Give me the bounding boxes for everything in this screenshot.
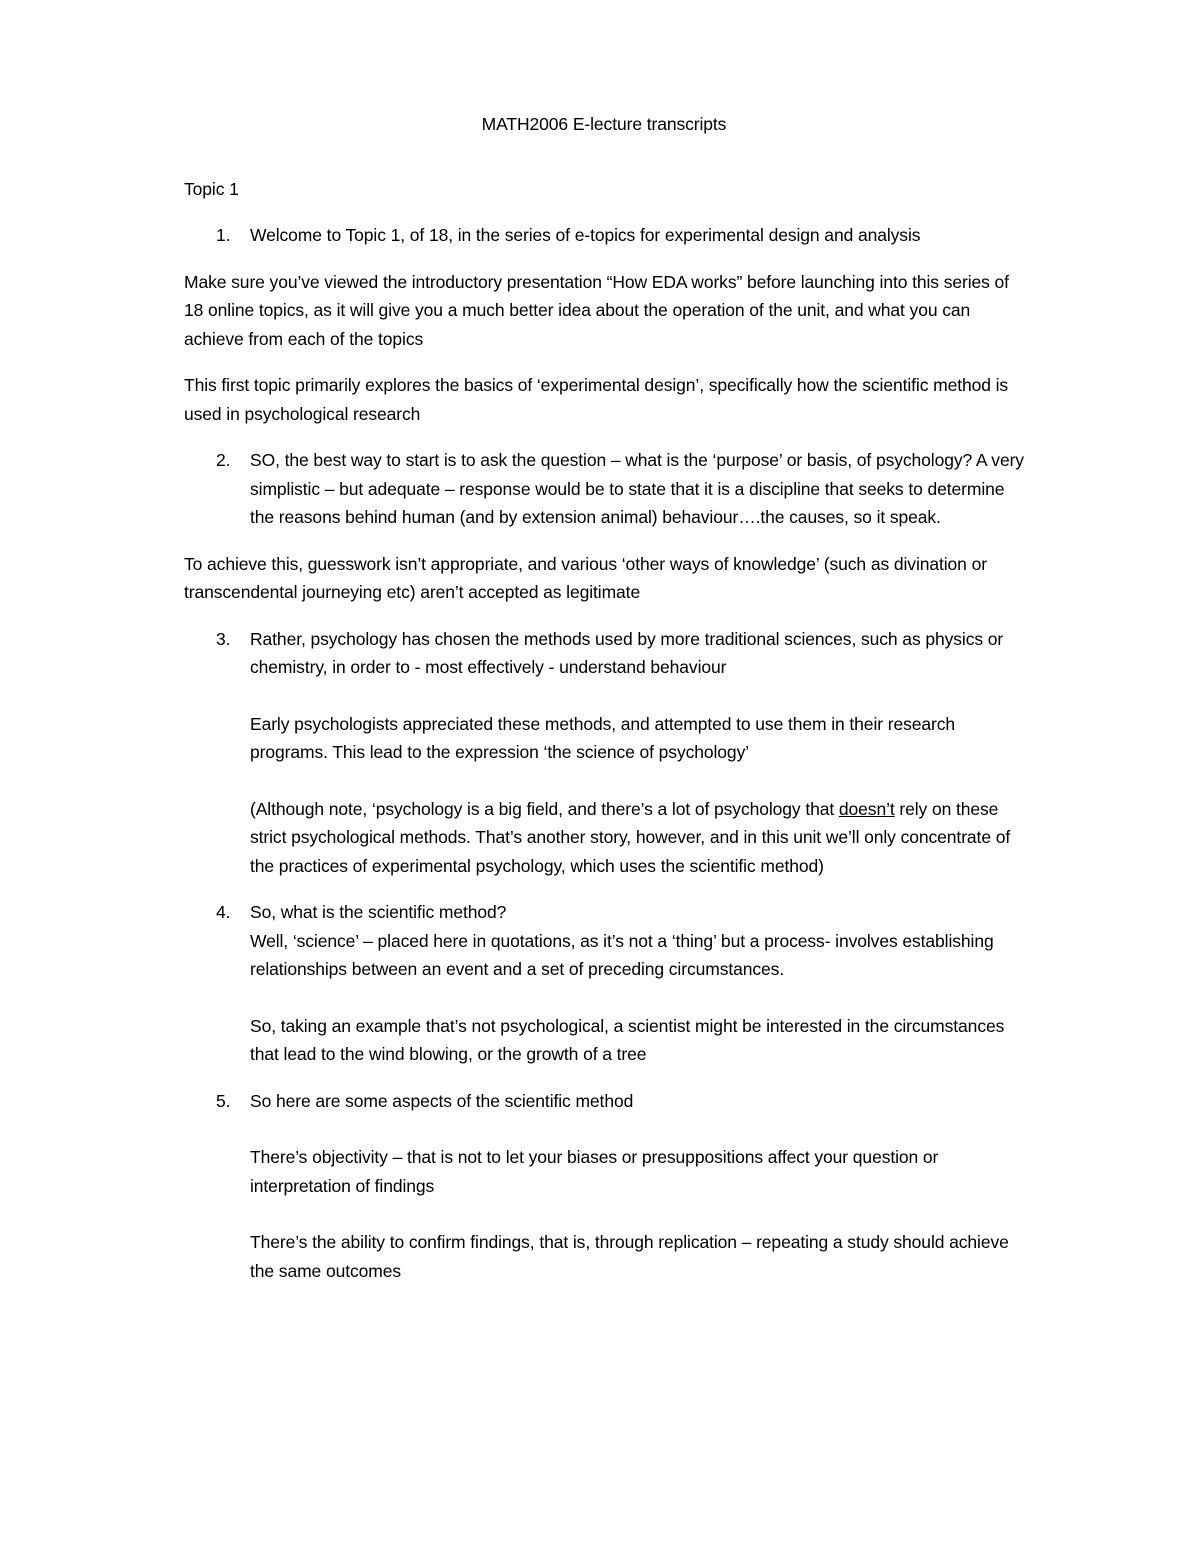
list-item-subparagraph: Early psychologists appreciated these methods, and attempted to use them in their research programs. This lead to the expression ‘the science of psychology’ <box>250 713 956 762</box>
topic-heading: Topic 1 <box>184 178 239 199</box>
list-item-2 <box>184 446 1024 532</box>
list-item-text: Rather, psychology has chosen the methods used by more traditional sciences, such as physics or chemistry, in order to - most effectively - understand behaviour <box>250 628 1004 677</box>
list-item-text: SO, the best way to start is to ask the question – what is the ‘purpose’ or basis, of psychology? A very simplistic – but adequate – response would be to state that it is a discipline that seeks to determine the reasons behind human (and by extension animal) behaviour….the causes, so it speak. <box>250 450 1024 527</box>
document-body <box>184 110 1024 1303</box>
list-item-text: Well, ‘science’ – placed here in quotations, as it’s not a ‘thing’ but a process- involves establishing relationships between an event and a set of preceding circumstances. <box>250 930 994 979</box>
note-underlined-word: doesn’t <box>838 798 895 819</box>
list-item-subparagraph: There’s objectivity – that is not to let your biases or presuppositions affect your question or interpretation of findings <box>250 1147 939 1196</box>
list-item-1 <box>184 221 1024 250</box>
intro-paragraph-2: This first topic primarily explores the basics of ‘experimental design’, specifically how the scientific method is used in psychological research <box>184 375 1009 424</box>
list-item-subparagraph: There’s the ability to confirm findings, that is, through replication – repeating a study should achieve the same outcomes <box>250 1232 1009 1281</box>
bridge-paragraph: To achieve this, guesswork isn’t appropriate, and various ‘other ways of knowledge’ (such as divination or transcendental journeying etc) aren’t accepted as legitimate <box>184 553 987 602</box>
list-item-question: So, what is the scientific method? <box>250 902 507 922</box>
list-item-text: Welcome to Topic 1, of 18, in the series of e-topics for experimental design and analysis <box>250 225 921 245</box>
list-item-number: 1. <box>216 225 231 245</box>
list-item-note <box>250 795 1024 881</box>
note-text-after: rely on these strict psychological methods. That’s another story, however, and in this unit we’ll only concentrate of the practices of experimental psychology, which uses the scientific method) <box>250 798 1011 876</box>
list-item-3 <box>184 625 1024 881</box>
intro-paragraph-1: Make sure you’ve viewed the introductory presentation “How EDA works” before launching into this series of 18 online topics, as it will give you a much better idea about the operation of the unit, and what you can achieve from each of the topics <box>184 271 1009 349</box>
list-item-number: 5. <box>216 1090 231 1111</box>
list-item-text: So here are some aspects of the scientific method <box>250 1090 634 1111</box>
document-title: MATH2006 E-lecture transcripts <box>481 114 727 134</box>
list-item-number: 4. <box>216 902 231 922</box>
list-item-number: 3. <box>216 628 231 649</box>
list-item-number: 2. <box>216 450 231 470</box>
list-item-subparagraph: So, taking an example that’s not psychological, a scientist might be interested in the circumstances that lead to the wind blowing, or the growth of a tree <box>250 1015 1005 1064</box>
note-text-before: (Although note, ‘psychology is a big field, and there’s a lot of psychology that <box>250 798 839 819</box>
list-item-5 <box>184 1087 1024 1286</box>
list-item-4 <box>184 898 1024 1069</box>
